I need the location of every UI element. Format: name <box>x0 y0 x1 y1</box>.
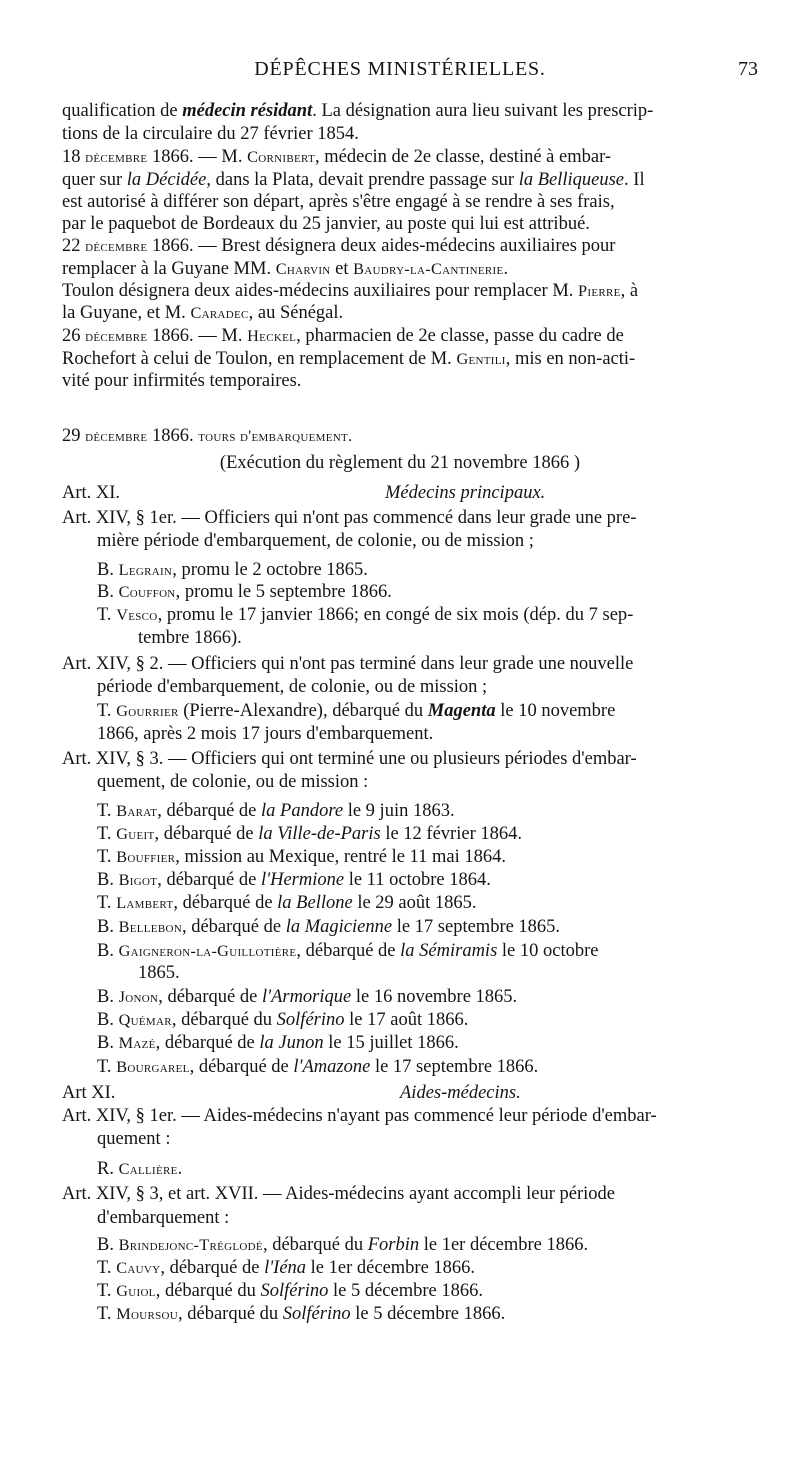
text-run: Art. XIV, § 1er. — Officiers qui n'ont pas commencé dans leur grade une pre- <box>62 508 637 528</box>
text-run: 29 <box>62 426 86 446</box>
body-line <box>97 823 522 845</box>
name-smallcaps: tours d'embarquement. <box>198 426 353 445</box>
body-line <box>97 1303 505 1325</box>
text-run: , mission au Mexique, rentré le 11 mai 1864. <box>175 847 506 867</box>
text-run: Art XI. <box>62 1083 116 1103</box>
text-run: par le paquebot de Bordeaux du 25 janvier, au poste qui lui est attribué. <box>62 214 590 234</box>
text-run: , débarqué de <box>173 893 278 913</box>
text-run: 1866. — M. <box>147 147 248 167</box>
text-run: Art. XIV, § 3, et art. XVII. — Aides-médecins ayant accompli leur période <box>62 1184 615 1204</box>
body-line <box>62 748 637 770</box>
text-run: le 1er décembre 1866. <box>306 1258 476 1278</box>
body-line <box>97 1280 483 1302</box>
top-line <box>62 370 301 392</box>
text-run: R. <box>97 1159 119 1179</box>
text-run: T. <box>97 847 117 867</box>
name-smallcaps: Quémar <box>118 1010 172 1029</box>
top-line <box>62 213 590 235</box>
name-smallcaps: Charvin <box>275 259 331 278</box>
italic-text: la Magicienne <box>285 917 393 937</box>
name-smallcaps: Bellebon <box>118 917 182 936</box>
text-run: , débarqué du <box>262 1235 368 1255</box>
text-run: le 5 décembre 1866. <box>350 1304 506 1324</box>
text-run: le 17 août 1866. <box>344 1010 469 1030</box>
top-line <box>62 100 653 122</box>
text-run: B. <box>97 560 119 580</box>
text-run: 26 <box>62 326 86 346</box>
italic-text: Solférino <box>282 1304 351 1324</box>
body-line <box>97 604 633 626</box>
text-run: le 9 juin 1863. <box>343 801 455 821</box>
text-run: B. <box>97 1235 119 1255</box>
text-run: la Guyane, et M. <box>62 303 191 323</box>
italic-text: Magenta <box>427 701 496 721</box>
text-run: , débarqué de <box>189 1057 294 1077</box>
text-run: . Il <box>624 170 645 190</box>
text-run: B. <box>97 987 119 1007</box>
text-run: quement, de colonie, ou de mission : <box>97 772 369 792</box>
name-smallcaps: Callière <box>118 1159 178 1178</box>
body-line <box>97 869 491 891</box>
italic-text: l'Hermione <box>260 870 345 890</box>
body-line <box>97 800 455 822</box>
text-run: , à <box>620 281 639 301</box>
text-run: , débarqué du <box>177 1304 283 1324</box>
name-smallcaps: Baudry-la-Cantinerie <box>353 259 504 278</box>
text-run: T. <box>97 893 117 913</box>
body-line <box>97 1257 475 1279</box>
text-run: B. <box>97 941 119 961</box>
name-smallcaps: Bourgarel <box>116 1057 190 1076</box>
text-run: le 15 juillet 1866. <box>323 1033 459 1053</box>
name-smallcaps: Caradec <box>190 303 249 322</box>
italic-text: l'Amazone <box>293 1057 371 1077</box>
italic-text: la Sémiramis <box>400 941 498 961</box>
top-line <box>62 348 635 370</box>
body-line <box>97 1056 538 1078</box>
name-smallcaps: Gaigneron-la-Guillotière <box>118 941 297 960</box>
name-smallcaps: Mazé <box>118 1033 156 1052</box>
body-line <box>97 1207 229 1229</box>
body-line <box>97 581 392 603</box>
body-line <box>97 892 477 914</box>
text-run: , médecin de 2e classe, destiné à embar- <box>315 147 612 167</box>
body-line <box>97 916 560 938</box>
body-line <box>97 846 506 868</box>
body-line <box>138 962 180 984</box>
text-run: T. <box>97 824 117 844</box>
text-run: le 10 octobre <box>497 941 599 961</box>
text-run: le 5 décembre 1866. <box>328 1281 483 1301</box>
text-run: 1866. — M. <box>147 326 248 346</box>
name-smallcaps: Lambert <box>116 893 174 912</box>
italic-text: l'Iéna <box>264 1258 307 1278</box>
text-run: B. <box>97 1033 119 1053</box>
text-run: , promu le 17 janvier 1866; en congé de six mois (dép. du 7 sep- <box>157 605 634 625</box>
text-run: période d'embarquement, de colonie, ou de mission ; <box>97 677 488 697</box>
text-run: , pharmacien de 2e classe, passe du cadre de <box>296 326 624 346</box>
text-run: d'embarquement : <box>97 1208 230 1228</box>
name-smallcaps: Bigot <box>118 870 158 889</box>
top-line <box>62 191 615 213</box>
text-run: T. <box>97 801 117 821</box>
body-line <box>97 559 368 581</box>
text-run: mière période d'embarquement, de colonie, ou de mission ; <box>97 531 534 551</box>
text-run: . <box>503 259 509 279</box>
text-run: , dans la Plata, devait prendre passage sur <box>206 170 519 190</box>
text-run: Art. XIV, § 2. — Officiers qui n'ont pas terminé dans leur grade une nouvelle <box>62 654 634 674</box>
text-run: , débarqué de <box>181 917 286 937</box>
text-run: Art. XI. <box>62 483 121 503</box>
italic-text: la Décidée <box>126 170 207 190</box>
text-run: quement : <box>97 1129 171 1149</box>
text-run: B. <box>97 1010 119 1030</box>
body-line <box>97 700 615 722</box>
italic-text: la Ville-de-Paris <box>258 824 381 844</box>
text-run: tembre 1866). <box>138 628 242 648</box>
body-line <box>62 1082 521 1104</box>
text-run: Toulon désignera deux aides-médecins auxiliaires pour remplacer M. <box>62 281 579 301</box>
body-line <box>97 1158 182 1180</box>
text-run: 1866. <box>147 426 199 446</box>
text-run: le 11 octobre 1864. <box>344 870 491 890</box>
italic-text: Solférino <box>276 1010 345 1030</box>
text-run: , débarqué de <box>158 987 262 1007</box>
text-run: (Pierre-Alexandre), débarqué du <box>178 701 428 721</box>
italic-text: Médecins principaux. <box>385 483 546 503</box>
body-line <box>97 530 534 552</box>
italic-text: Aides-médecins. <box>400 1083 521 1103</box>
name-smallcaps: Guiol <box>116 1281 156 1300</box>
body-line <box>97 940 598 962</box>
text-run: le 10 novembre <box>495 701 616 721</box>
body-line <box>97 1009 468 1031</box>
body-line <box>97 1032 459 1054</box>
text-run: 1866. — Brest désignera deux aides-médecins auxiliaires pour <box>147 236 616 256</box>
text-run: (Exécution du règlement du 21 novembre 1866 ) <box>219 453 581 473</box>
name-smallcaps: Vesco <box>116 605 158 624</box>
text-run: B. <box>97 582 119 602</box>
name-smallcaps: décembre <box>85 236 148 255</box>
text-run: 18 <box>62 147 86 167</box>
italic-text: médecin résidant <box>182 101 313 121</box>
text-run: T. <box>97 1281 117 1301</box>
text-run: Rochefort à celui de Toulon, en remplacement de M. <box>62 349 457 369</box>
text-run: B. <box>97 917 119 937</box>
top-line <box>62 235 615 257</box>
running-title: DÉPÊCHES MINISTÉRIELLES. <box>254 58 546 80</box>
body-line <box>62 1105 657 1127</box>
top-line <box>62 325 624 347</box>
text-run: , débarqué de <box>157 801 262 821</box>
text-run: 1865. <box>138 963 180 983</box>
text-run: et <box>330 259 354 279</box>
text-run: , débarqué de <box>154 824 259 844</box>
top-line <box>62 146 611 168</box>
text-run: T. <box>97 605 117 625</box>
name-smallcaps: Gueit <box>116 824 155 843</box>
body-line <box>97 1128 170 1150</box>
text-run: , mis en non-acti- <box>505 349 636 369</box>
text-run: Art. XIV, § 1er. — Aides-médecins n'ayant pas commencé leur période d'embar- <box>62 1106 657 1126</box>
body-line <box>138 627 242 649</box>
name-smallcaps: Bouffier <box>116 847 176 866</box>
italic-text: Solférino <box>260 1281 329 1301</box>
body-line <box>97 1234 588 1256</box>
page-number: 73 <box>738 58 758 80</box>
text-run: le 17 septembre 1865. <box>392 917 561 937</box>
text-run: B. <box>97 870 119 890</box>
text-run: le 16 novembre 1865. <box>351 987 518 1007</box>
text-run: . <box>177 1159 183 1179</box>
text-run: , débarqué de <box>157 870 261 890</box>
text-run: T. <box>97 1304 117 1324</box>
body-line <box>97 723 433 745</box>
name-smallcaps: Gourrier <box>116 701 179 720</box>
name-smallcaps: Heckel <box>247 326 297 345</box>
name-smallcaps: Couffon <box>118 582 176 601</box>
italic-text: Forbin <box>367 1235 420 1255</box>
text-run: qualification de <box>62 101 183 121</box>
body-line <box>97 986 517 1008</box>
name-smallcaps: Jonon <box>118 987 159 1006</box>
tours-line <box>62 425 352 447</box>
text-run: 22 <box>62 236 86 256</box>
name-smallcaps: Moursou <box>116 1304 178 1323</box>
name-smallcaps: décembre <box>85 326 148 345</box>
text-run: , débarqué de <box>296 941 401 961</box>
name-smallcaps: Pierre <box>578 281 621 300</box>
text-run: T. <box>97 701 117 721</box>
name-smallcaps: décembre <box>85 147 148 166</box>
top-line <box>62 258 508 280</box>
text-run: le 17 septembre 1866. <box>370 1057 539 1077</box>
italic-text: la Belliqueuse <box>518 170 625 190</box>
text-run: vité pour infirmités temporaires. <box>62 371 302 391</box>
tours-line <box>0 452 800 474</box>
italic-text: l'Armorique <box>261 987 352 1007</box>
text-run: le 12 février 1864. <box>380 824 522 844</box>
body-line <box>97 771 368 793</box>
name-smallcaps: Legrain <box>118 560 173 579</box>
text-run: , au Sénégal. <box>248 303 344 323</box>
italic-text: la Bellone <box>277 893 353 913</box>
italic-text: la Pandore <box>261 801 344 821</box>
text-run: . La désignation aura lieu suivant les prescrip- <box>312 101 654 121</box>
text-run: T. <box>97 1258 117 1278</box>
text-run: , débarqué de <box>160 1258 265 1278</box>
text-run: est autorisé à différer son départ, après s'être engagé à se rendre à ses frais, <box>62 192 615 212</box>
text-run: 1866, après 2 mois 17 jours d'embarquement. <box>97 724 434 744</box>
text-run: , débarqué du <box>155 1281 261 1301</box>
body-line <box>62 653 633 675</box>
text-run: le 1er décembre 1866. <box>419 1235 589 1255</box>
italic-text: la Junon <box>259 1033 324 1053</box>
text-run: quer sur <box>62 170 127 190</box>
body-line <box>97 676 487 698</box>
text-run: tions de la circulaire du 27 février 1854. <box>62 124 359 144</box>
name-smallcaps: décembre <box>85 426 148 445</box>
name-smallcaps: Cornibert <box>247 147 316 166</box>
name-smallcaps: Brindejonc-Tréglodé <box>118 1235 263 1254</box>
text-run: , promu le 2 octobre 1865. <box>172 560 368 580</box>
text-run: , débarqué du <box>171 1010 277 1030</box>
top-line <box>62 302 343 324</box>
name-smallcaps: Cauvy <box>116 1258 161 1277</box>
text-run: le 29 août 1865. <box>352 893 477 913</box>
text-run: remplacer à la Guyane MM. <box>62 259 276 279</box>
body-line <box>62 507 636 529</box>
text-run: T. <box>97 1057 117 1077</box>
top-line <box>62 280 638 302</box>
top-line <box>62 169 645 191</box>
text-run: Art. XIV, § 3. — Officiers qui ont terminé une ou plusieurs périodes d'embar- <box>62 749 637 769</box>
name-smallcaps: Gentili <box>456 349 506 368</box>
body-line <box>62 482 546 504</box>
top-line <box>62 123 359 145</box>
body-line <box>62 1183 615 1205</box>
text-run: , promu le 5 septembre 1866. <box>175 582 392 602</box>
name-smallcaps: Barat <box>116 801 158 820</box>
text-run: , débarqué de <box>155 1033 260 1053</box>
